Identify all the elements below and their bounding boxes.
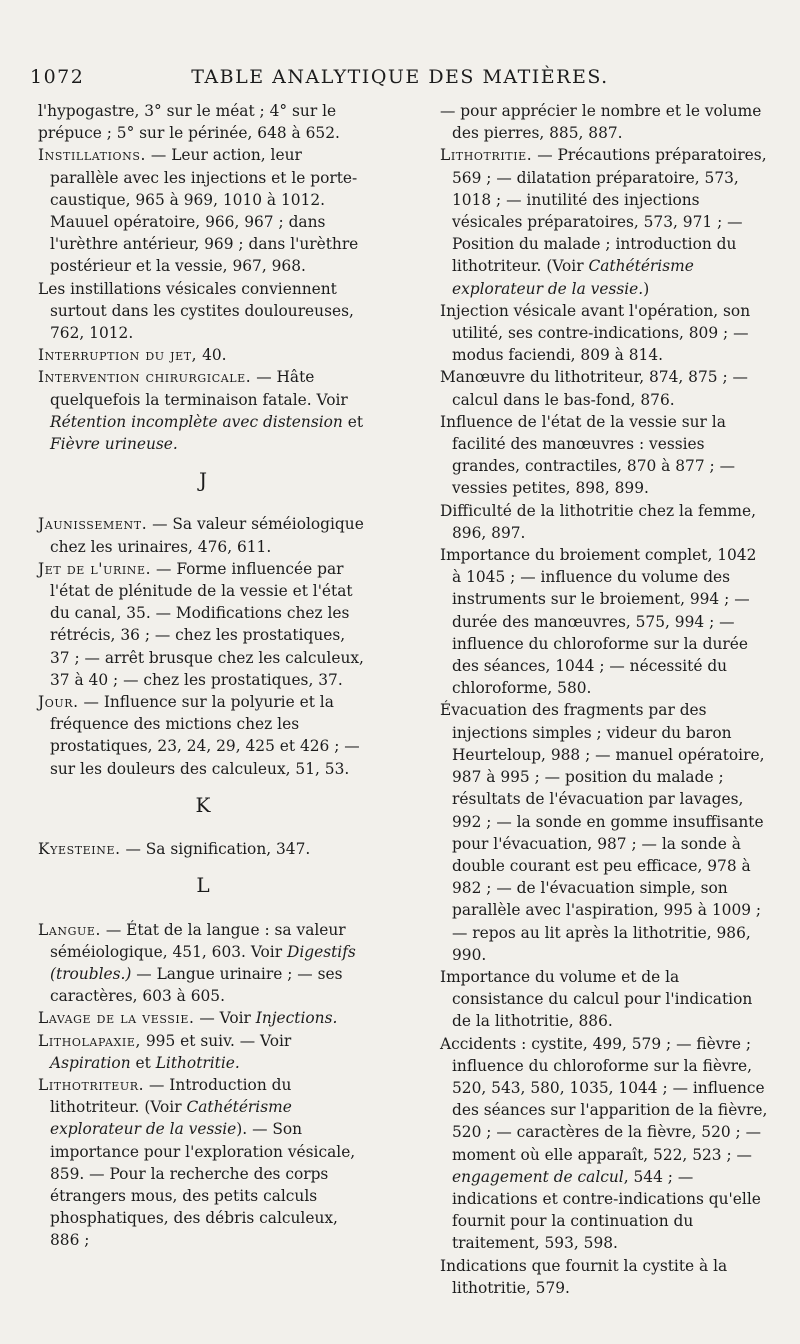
- entry-kyesteine: [38, 838, 368, 860]
- entry-head: Lithotritie.: [440, 146, 533, 165]
- entry-influence: Influence de l'état de la vessie sur la facilité des manœuvres : vessies grandes, contractiles, 870 à 877 ; — vessies petites, 898, 899.: [440, 412, 735, 498]
- entry-head: Intervention chirurgicale.: [38, 368, 252, 387]
- entry-text: — Précautions préparatoires, 569 ; — dilatation préparatoire, 573, 1018 ; — inutilité des injections vésicales préparatoires, 573, 971 ; — Position du malade ; introduction du lithotriteur. (Voir: [452, 146, 767, 276]
- entry-text: — Sa valeur séméiologique chez les urinaires, 476, 611.: [50, 515, 364, 556]
- running-head: TABLE ANALYTIQUE DES MATIÈRES.: [191, 66, 609, 88]
- entry-lavage: [38, 1007, 368, 1029]
- entry-ref: Rétention incomplète avec distension: [50, 412, 343, 431]
- entry-langue: [38, 919, 368, 1008]
- entry-text: 995 et suiv. — Voir: [141, 1031, 292, 1050]
- entry-jaunissement: [38, 513, 368, 557]
- entry-ref: Injections.: [255, 1009, 338, 1028]
- entry-head: Instillations.: [38, 146, 147, 165]
- entry-ref: Aspiration: [50, 1053, 131, 1072]
- entry-head: Langue.: [38, 920, 101, 939]
- entry-accidents: [440, 1033, 770, 1255]
- entry-importance: Importance du broiement complet, 1042 à 1045 ; — influence du volume des instruments sur le broiement, 994 ; — durée des manœuvres, 575, 994 ; — influence du chloroforme sur la durée des séances, 1044 ; — nécessité du chloroforme, 580.: [440, 546, 757, 698]
- entry-lithotriteur: [38, 1074, 368, 1252]
- entry-text: , 544 ; — indications et contre-indications qu'elle fournit pour la continuation du traitement, 593, 598.: [452, 1167, 761, 1253]
- entry-text: — Forme influencée par l'état de plénitude de la vessie et l'état du canal, 35. — Modifications chez les rétrécis, 36 ; — chez les prostatiques, 37 ; — arrêt brusque chez les calculeux, 37 à 40 ; — chez les prostatiques, 37.: [50, 559, 364, 689]
- entry-ref: Lithotritie.: [155, 1053, 240, 1072]
- entry-head: Interruption du jet,: [38, 346, 198, 365]
- entry-lithotritie: [440, 144, 770, 299]
- entry-importance-volume: Importance du volume et de la consistance du calcul pour l'indication de la lithotritie, 886.: [440, 967, 753, 1031]
- entry-instillations: [38, 144, 368, 277]
- section-letter-l: L: [196, 873, 210, 898]
- entry-text: Accidents : cystite, 499, 579 ; — fièvre ; influence du chloroforme sur la fièvre, 520, 543, 580, 1035, 1044 ; — influence des séances sur l'apparition de la fièvre, 520 ; — caractères de la fièvre, 520 ; — moment où elle apparaît, 522, 523 ; —: [440, 1034, 768, 1164]
- entry-ref: Cathétérisme explorateur de la vessie.: [452, 257, 694, 298]
- entry-ref: Fièvre urineuse.: [50, 435, 178, 454]
- entry-instillations-2: Les instillations vésicales conviennent surtout dans les cystites douloureuses, 762, 1012.: [38, 279, 354, 343]
- entry-manoeuvre: Manœuvre du lithotriteur, 874, 875 ; — calcul dans le bas-fond, 876.: [440, 368, 748, 409]
- section-letter-k: K: [195, 792, 211, 817]
- entry-intervention: [38, 366, 368, 455]
- entry-text: — Influence sur la polyurie et la fréquence des mictions chez les prostatiques, 23, 24, 29, 425 et 426 ; — sur les douleurs des calculeux, 51, 53.: [50, 693, 360, 778]
- entry-head: Lavage de la vessie.: [38, 1009, 195, 1028]
- entry-jet: [38, 558, 368, 691]
- entry-head: Litholapaxie,: [38, 1031, 141, 1050]
- entry-text: — État de la langue : sa valeur séméiologique, 451, 603. Voir: [50, 920, 346, 961]
- entry-head: Jaunissement.: [38, 515, 148, 534]
- section-letter-j: J: [198, 468, 208, 493]
- entry-text: — Voir: [194, 1009, 256, 1028]
- entry-text: et: [342, 412, 364, 431]
- entry-head: Lithotriteur.: [38, 1075, 145, 1094]
- entry-head: Kyesteine.: [38, 840, 121, 859]
- entry-interruption: [38, 344, 368, 366]
- entry-indications: Indications que fournit la cystite à la lithotritie, 579.: [440, 1256, 728, 1297]
- entry-text: et: [130, 1053, 156, 1072]
- entry-text: — Introduction du lithotriteur. (Voir: [50, 1075, 292, 1117]
- entry-text: ): [643, 279, 650, 298]
- entry-ref: Cathétérisme explorateur de la vessie: [50, 1098, 292, 1139]
- entry-litholapaxie: [38, 1030, 368, 1074]
- entry-text: ). — Son importance pour l'exploration vésicale, 859. — Pour la recherche des corps étrangers mous, des petits calculs phosphatiques, des débris calculeux, 886 ;: [50, 1120, 356, 1250]
- entry-head: Jour.: [38, 693, 79, 712]
- left-column: [38, 100, 368, 1252]
- entry-text: — Hâte quelquefois la terminaison fatale. Voir: [50, 368, 348, 409]
- entry-text: — Langue urinaire ; — ses caractères, 603 à 605.: [50, 964, 343, 1006]
- entry-text: 40.: [197, 346, 227, 365]
- entry-ref: engagement de calcul: [452, 1167, 624, 1186]
- entry-text: — Leur action, leur parallèle avec les injections et le porte-caustique, 965 à 969, 1010 à 1012. Mauuel opératoire, 966, 967 ; dans l'urèthre antérieur, 969 ; dans l'urèthre postérieur et la vessie, 967, 968.: [50, 146, 359, 276]
- entry-injection: Injection vésicale avant l'opération, son utilité, ses contre-indications, 809 ; — modus faciendi, 809 à 814.: [440, 301, 751, 365]
- entry-head: Jet de l'urine.: [38, 559, 152, 578]
- entry-jour: [38, 691, 368, 780]
- right-column: [440, 100, 770, 1299]
- entry-difficulte: Difficulté de la lithotritie chez la femme, 896, 897.: [440, 501, 757, 542]
- entry-ref: Digestifs: [286, 942, 356, 961]
- entry-continuation: — pour apprécier le nombre et le volume des pierres, 885, 887.: [440, 102, 762, 143]
- entry-ref: (troubles.): [50, 964, 132, 983]
- page-number: 1072: [30, 66, 85, 88]
- entry-evacuation: Évacuation des fragments par des injections simples ; videur du baron Heurteloup, 988 ; — manuel opératoire, 987 à 995 ; — position du malade ; résultats de l'évacuation par lavages, 992 ; — la sonde en gomme insuffisante pour l'évacuation, 987 ; — la sonde à double courant est peu efficace, 978 à 982 ; — de l'évacuation simple, son parallèle avec l'aspiration, 995 à 1009 ; — repos au lit après la lithotritie, 986, 990.: [440, 701, 765, 964]
- entry-text: — Sa signification, 347.: [120, 840, 311, 859]
- entry-continuation: l'hypogastre, 3° sur le méat ; 4° sur le prépuce ; 5° sur le périnée, 648 à 652.: [38, 102, 340, 143]
